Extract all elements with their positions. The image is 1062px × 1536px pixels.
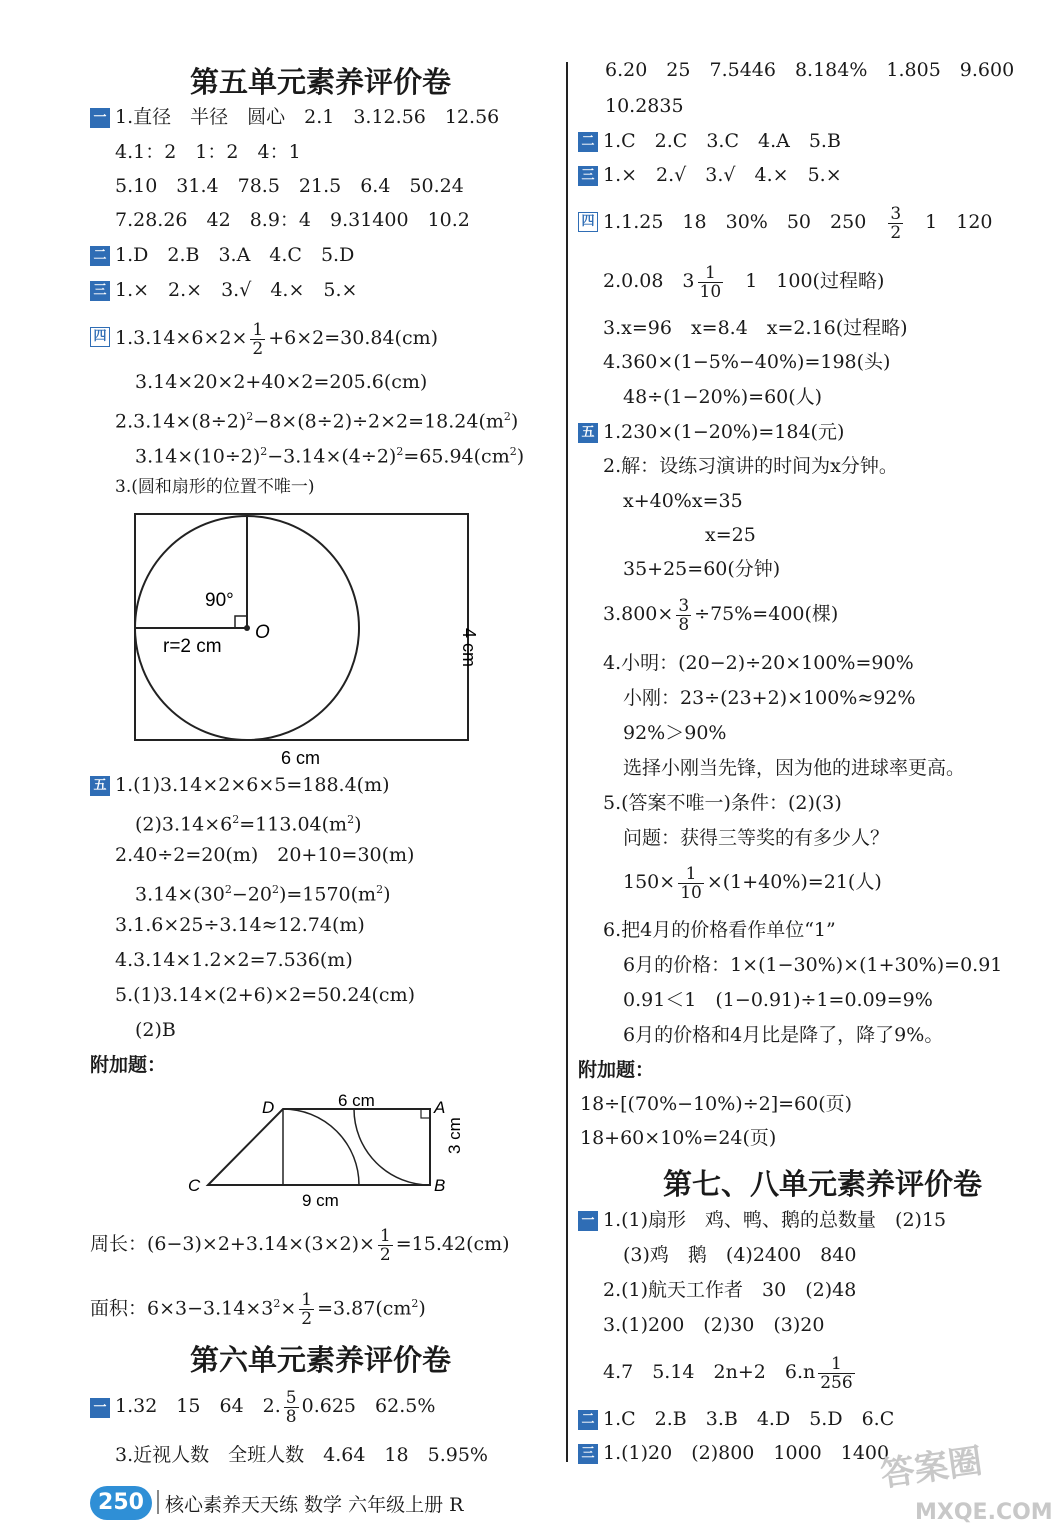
unit5-title: 第五单元素养评价卷	[190, 65, 452, 99]
fraction: $\frac{3}{2}$	[890, 203, 902, 243]
answer-line: 小刚：23÷(23+2)×100%≈92%	[623, 687, 916, 709]
unit6-title: 第六单元素养评价卷	[190, 1343, 452, 1377]
answer-line: 1.× 2.√ 3.√ 4.× 5.×	[603, 164, 842, 186]
column-divider	[566, 62, 568, 1462]
answer-line: 1.(1)扇形 鸡、鸭、鹅的总数量 (2)15	[603, 1209, 947, 1231]
answer-line: 3.近视人数 全班人数 4.64 18 5.95%	[115, 1444, 488, 1466]
footer-separator	[157, 1490, 159, 1514]
answer-line: $(2)3.14\times 6^2=113.04(m^2)$	[135, 813, 362, 836]
vertex-d: D	[262, 1098, 275, 1117]
answer-line: 92%＞90%	[623, 722, 727, 744]
page-number-badge: 250	[90, 1486, 152, 1520]
answer-line: 18+60×10%=24(页)	[580, 1127, 777, 1149]
answer-line: 1.× 2.× 3.√ 4.× 5.×	[115, 279, 358, 301]
answer-line: 选择小刚当先锋，因为他的进球率更高。	[623, 757, 966, 779]
watermark-url: MXQE.COM	[915, 1500, 1053, 1525]
answer-line: 5.(答案不唯一)条件：(2)(3)	[603, 792, 842, 814]
answer-line: 4.360×(1−5%−40%)=198(头)	[603, 351, 891, 373]
answer-line: 3.1.6×25÷3.14≈12.74(m)	[115, 914, 365, 936]
fraction: $\frac{1}{256}$	[820, 1353, 853, 1393]
answer-line: 1.(1)20 (2)800 1000 1400	[603, 1442, 890, 1464]
fraction: $\frac{1}{2}$	[379, 1225, 391, 1265]
answer-line: 10.2835	[605, 95, 684, 117]
width-label: 6 cm	[281, 748, 321, 768]
answer-line: 1.(1)3.14×2×6×5=188.4(m)	[115, 774, 390, 796]
answer-line: $2.3.14\times(8\div 2)^2-8\times(8\div 2)\div 2\times 2=18.24(m^2)$	[115, 410, 519, 433]
answer-line: x=25	[705, 524, 756, 546]
section-badge-u78-1: 一	[578, 1211, 598, 1231]
answer-line: 5.(1)3.14×(2+6)×2=50.24(cm)	[115, 984, 415, 1006]
circle-rectangle-figure	[125, 508, 505, 770]
answer-line: 1.230×(1−20%)=184(元)	[603, 421, 845, 443]
right-angle-mark	[421, 1109, 430, 1118]
section-badge-3: 三	[578, 166, 598, 186]
vertex-a: A	[434, 1098, 446, 1117]
vertex-b: B	[434, 1176, 446, 1195]
center-point	[244, 625, 250, 631]
fraction: $\frac{1}{10}$	[699, 262, 722, 302]
answer-line: 1.C 2.B 3.B 4.D 5.D 6.C	[603, 1408, 895, 1430]
section-badge-2: 二	[90, 246, 110, 266]
height-label: 4 cm	[459, 628, 479, 668]
answer-line: 7.28.26 42 8.9：4 9.31400 10.2	[115, 209, 470, 231]
answer-line: 1.3.14×6×2× $\frac{1}{2}$ +6×2=30.84(cm)	[115, 319, 439, 359]
section-badge-u6-1: 一	[90, 1398, 110, 1418]
top-length-label: 6 cm	[338, 1091, 375, 1110]
answer-line: 4.1：2 1：2 4：1	[115, 141, 301, 163]
answer-line: 1.1.25 18 30% 50 250 $\frac{3}{2}$ 1 120	[603, 203, 993, 243]
answer-line: 1.直径 半径 圆心 2.1 3.12.56 12.56	[115, 106, 500, 128]
section-badge-2: 二	[578, 132, 598, 152]
fraction: $\frac{5}{8}$	[285, 1387, 297, 1427]
answer-line: 5.10 31.4 78.5 21.5 6.4 50.24	[115, 175, 464, 197]
section-badge-u78-3: 三	[578, 1444, 598, 1464]
trapezoid-figure	[180, 1085, 470, 1215]
answer-line: 150× $\frac{1}{10}$ ×(1+40%)=21(人)	[623, 863, 882, 903]
answer-line: 1.D 2.B 3.A 4.C 5.D	[115, 244, 355, 266]
side-length-label: 3 cm	[445, 1117, 464, 1154]
answer-line: 问题：获得三等奖的有多少人？	[623, 827, 890, 849]
right-column	[575, 0, 1062, 1536]
answer-line: 35+25=60(分钟)	[623, 558, 781, 580]
unit78-title: 第七、八单元素养评价卷	[663, 1167, 983, 1201]
answer-line: 1.C 2.C 3.C 4.A 5.B	[603, 130, 841, 152]
answer-line: 4.7 5.14 2n+2 6.n $\frac{1}{256}$	[603, 1353, 853, 1393]
vertex-c: C	[188, 1176, 201, 1195]
answer-line: 2.解：设练习演讲的时间为x分钟。	[603, 455, 898, 477]
answer-line: 3.x=96 x=8.4 x=2.16(过程略)	[603, 317, 908, 339]
answer-line: 48÷(1−20%)=60(人)	[623, 386, 823, 408]
area-line: 面积：$6\times 3-3.14\times 3^2\times$ $\frac{1}{2}$ $=3.87(cm^2)$	[90, 1289, 426, 1329]
answer-line: 3.(圆和扇形的位置不唯一)	[115, 477, 315, 497]
answer-line: 1.32 15 64 2. $\frac{5}{8}$ 0.625 62.5%	[115, 1387, 436, 1427]
quarter-arc-right	[354, 1109, 430, 1185]
fraction: $\frac{1}{2}$	[301, 1289, 313, 1329]
answer-line: 6月的价格和4月比是降了，降了9%。	[623, 1024, 944, 1046]
trapezoid-shape	[208, 1109, 430, 1185]
answer-line: (2)B	[135, 1019, 176, 1041]
answer-line: 2.0.08 3 $\frac{1}{10}$ 1 100(过程略)	[603, 262, 885, 302]
section-badge-1: 一	[90, 108, 110, 128]
answer-line: 3.14×20×2+40×2=205.6(cm)	[135, 371, 428, 393]
section-badge-3: 三	[90, 281, 110, 301]
section-badge-4: 四	[578, 212, 598, 232]
answer-line: $3.14\times(30^2-20^2)=1570(m^2)$	[135, 883, 391, 906]
answer-line: x+40%x=35	[623, 490, 743, 512]
section-badge-4: 四	[90, 327, 110, 347]
section-badge-5: 五	[90, 776, 110, 796]
quarter-arc-left	[283, 1109, 359, 1185]
center-label: O	[255, 622, 270, 643]
extra-heading: 附加题：	[578, 1059, 655, 1081]
answer-line: 6.把4月的价格看作单位“1”	[603, 919, 836, 941]
answer-line: 18÷[(70%−10%)÷2]=60(页)	[580, 1093, 853, 1115]
answer-line: 2.40÷2=20(m) 20+10=30(m)	[115, 844, 415, 866]
answer-line: 3.(1)200 (2)30 (3)20	[603, 1314, 825, 1336]
answer-line: $3.14\times(10\div 2)^2-3.14\times(4\div 2)^2=65.94(cm^2)$	[135, 445, 525, 468]
answer-line: 4.3.14×1.2×2=7.536(m)	[115, 949, 353, 971]
answer-line: 0.91＜1 (1−0.91)÷1=0.09=9%	[623, 989, 933, 1011]
answer-line: 6.20 25 7.5446 8.184% 1.805 9.600	[605, 59, 1015, 81]
answer-line: 6月的价格：1×(1−30%)×(1+30%)=0.91	[623, 954, 1003, 976]
fraction: $\frac{3}{8}$	[678, 595, 690, 635]
footer-book-title: 核心素养天天练 数学 六年级上册 R	[165, 1494, 464, 1516]
section-badge-5: 五	[578, 423, 598, 443]
angle-label: 90°	[205, 590, 234, 611]
watermark-logo: 答案圈	[878, 1441, 985, 1495]
fraction: $\frac{1}{10}$	[680, 863, 702, 903]
answer-line: 3.800× $\frac{3}{8}$ ÷75%=400(棵)	[603, 595, 839, 635]
perimeter-line: 周长：(6−3)×2+3.14×(3×2)× $\frac{1}{2}$ =15.42(cm)	[90, 1225, 510, 1265]
bottom-length-label: 9 cm	[302, 1191, 339, 1210]
extra-heading: 附加题：	[90, 1054, 167, 1076]
answer-line: 2.(1)航天工作者 30 (2)48	[603, 1279, 857, 1301]
answer-line: 4.小明：(20−2)÷20×100%=90%	[603, 652, 914, 674]
fraction: $\frac{1}{2}$	[252, 319, 264, 359]
section-badge-u78-2: 二	[578, 1410, 598, 1430]
answer-line: (3)鸡 鹅 (4)2400 840	[623, 1244, 857, 1266]
radius-label: r=2 cm	[163, 636, 222, 657]
